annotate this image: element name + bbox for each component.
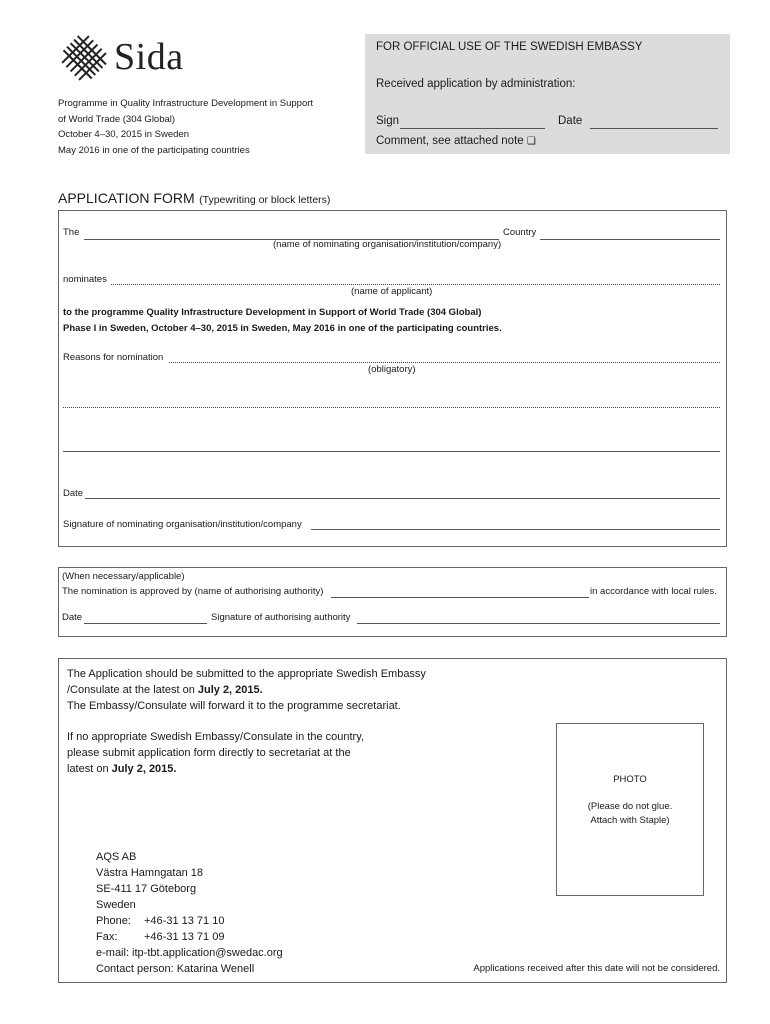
address-country: Sweden <box>96 899 136 911</box>
nominating-signature-field[interactable] <box>311 529 720 530</box>
sida-logo-mark-icon <box>58 33 110 83</box>
reasons-label: Reasons for nomination <box>63 352 164 363</box>
address-city: SE-411 17 Göteborg <box>96 883 197 895</box>
photo-title: PHOTO <box>613 774 647 785</box>
fax-label: Fax: <box>96 931 118 943</box>
authority-signature-label: Signature of authorising authority <box>211 612 351 623</box>
submission-p2-line-3-text: latest on <box>67 763 112 775</box>
programme-statement-line-1: to the programme Quality Infrastructure Development in Support of World Trade (304 Global) <box>63 307 482 318</box>
nominates-label: nominates <box>63 274 107 285</box>
programme-statement-line-2: Phase I in Sweden, October 4–30, 2015 in Sweden, May 2016 in one of the participating countries. <box>63 323 502 334</box>
form-subtitle: (Typewriting or block letters) <box>199 194 331 206</box>
official-use-title: FOR OFFICIAL USE OF THE SWEDISH EMBASSY <box>376 41 643 53</box>
comment-checkbox-icon[interactable]: ❏ <box>526 136 536 147</box>
nominating-signature-label: Signature of nominating organisation/institution/company <box>63 519 302 530</box>
submission-p2-line-2: please submit application form directly to secretariat at the <box>67 747 351 759</box>
sida-logo-text: Sida <box>114 36 184 78</box>
programme-line-3: October 4–30, 2015 in Sweden <box>58 129 189 140</box>
phone-value: +46-31 13 71 10 <box>144 915 225 927</box>
authority-date-label: Date <box>62 612 83 623</box>
nomination-date-label: Date <box>63 488 84 499</box>
programme-statement <box>63 305 502 337</box>
phone-label: Phone: <box>96 915 131 927</box>
photo-box[interactable] <box>556 723 704 896</box>
submission-deadline-2: July 2, 2015. <box>111 763 177 775</box>
submission-p1-line-2-text: /Consulate at the latest on <box>67 684 198 696</box>
the-label: The <box>63 227 80 238</box>
submission-paragraph-1 <box>67 666 426 714</box>
official-use-box <box>365 34 730 154</box>
country-field[interactable] <box>540 239 720 240</box>
address-street: Västra Hamngatan 18 <box>96 867 204 879</box>
authority-box <box>58 567 727 637</box>
submission-box <box>58 658 727 983</box>
authority-signature-field[interactable] <box>357 623 720 624</box>
photo-note-2: Attach with Staple) <box>590 815 670 826</box>
approved-by-label: The nomination is approved by (name of authorising authority) <box>62 586 324 597</box>
submission-paragraph-2 <box>67 729 364 777</box>
reasons-field-line-2[interactable] <box>63 407 720 408</box>
address-email: e-mail: itp-tbt.application@swedac.org <box>96 947 283 959</box>
form-title: APPLICATION FORM <box>58 190 195 206</box>
country-label: Country <box>503 227 537 238</box>
reasons-field-line-3[interactable] <box>63 451 720 452</box>
programme-line-1: Programme in Quality Infrastructure Development in Support <box>58 98 314 109</box>
application-form-heading <box>58 190 330 208</box>
applicant-hint: (name of applicant) <box>351 286 433 297</box>
submission-p2-line-3 <box>67 761 364 777</box>
nomination-date-field[interactable] <box>85 498 720 499</box>
nomination-form-box <box>58 210 727 547</box>
programme-info <box>58 96 313 158</box>
submission-p1-line-1: The Application should be submitted to the appropriate Swedish Embassy <box>67 668 426 680</box>
sida-logo <box>58 33 208 83</box>
address-fax <box>96 929 283 945</box>
official-date-field[interactable] <box>590 128 718 129</box>
programme-line-2: of World Trade (304 Global) <box>58 113 176 125</box>
official-sign-label: Sign <box>376 115 400 127</box>
official-comment-text: Comment, see attached note <box>376 135 524 147</box>
late-applications-notice: Applications received after this date will not be considered. <box>473 963 720 974</box>
accordance-label: in accordance with local rules. <box>590 586 717 597</box>
programme-line-4: May 2016 in one of the participating countries <box>58 144 250 156</box>
official-sign-field[interactable] <box>400 128 545 129</box>
address-phone <box>96 913 283 929</box>
submission-deadline-1: July 2, 2015. <box>197 684 263 696</box>
official-date-label: Date <box>558 115 583 127</box>
organisation-hint: (name of nominating organisation/institution/company) <box>273 239 502 250</box>
secretariat-address <box>96 849 283 977</box>
applicant-name-field[interactable] <box>111 284 720 285</box>
obligatory-hint: (obligatory) <box>368 364 416 375</box>
submission-p1-line-3: The Embassy/Consulate will forward it to the programme secretariat. <box>67 700 401 712</box>
authority-date-field[interactable] <box>84 623 207 624</box>
submission-p2-line-1: If no appropriate Swedish Embassy/Consulate in the country, <box>67 731 364 743</box>
photo-note-1: (Please do not glue. <box>587 801 673 812</box>
address-company: AQS AB <box>96 851 137 863</box>
when-applicable-label: (When necessary/applicable) <box>62 571 185 582</box>
received-label: Received application by administration: <box>376 78 576 90</box>
address-contact: Contact person: Katarina Wenell <box>96 963 255 975</box>
submission-p1-line-2 <box>67 682 426 698</box>
fax-value: +46-31 13 71 09 <box>144 931 225 943</box>
authorising-authority-field[interactable] <box>331 597 589 598</box>
reasons-field-line-1[interactable] <box>169 362 720 363</box>
official-comment-label <box>376 135 536 147</box>
